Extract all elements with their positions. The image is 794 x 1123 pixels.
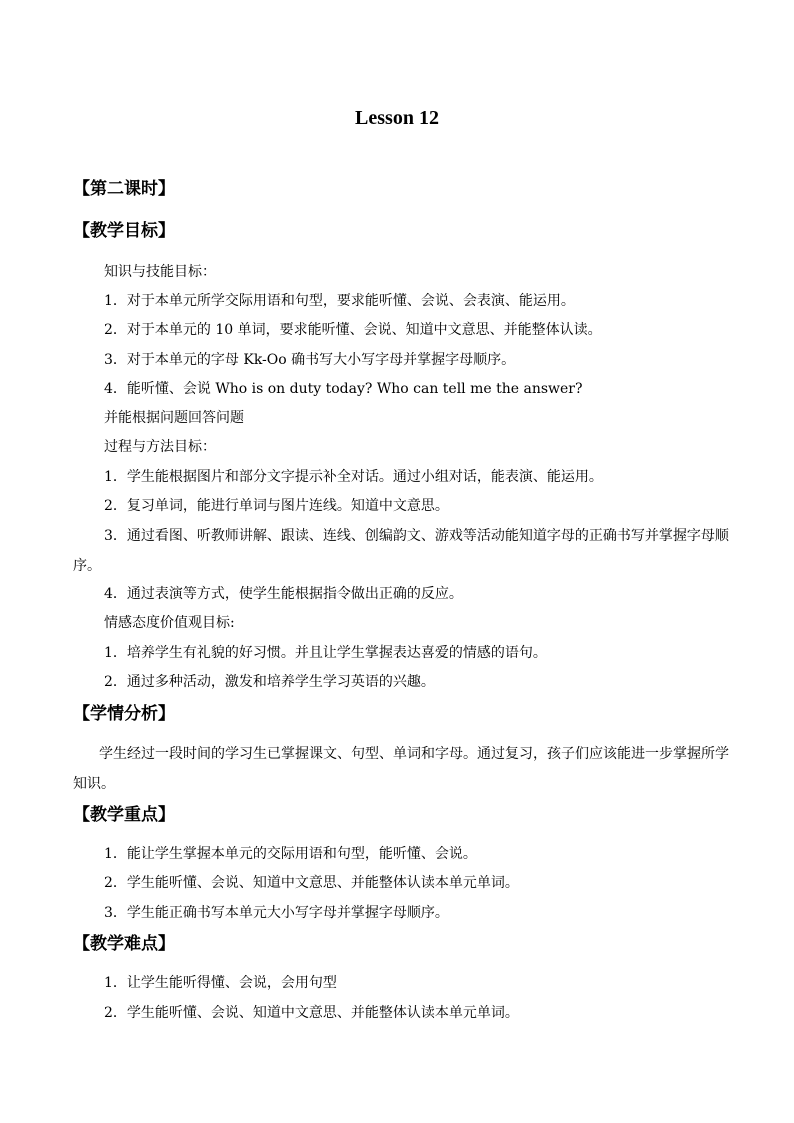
knowledge-goal-item: 4．能听懂、会说 Who is on duty today? Who can tell me the answer?: [104, 381, 583, 397]
difficulty-point-item: 1．让学生能听得懂、会说，会用句型: [104, 975, 337, 991]
learner-analysis-heading: 【学情分析】: [73, 704, 175, 724]
knowledge-goal-item: 3．对于本单元的字母 Kk-Oo 确书写大小写字母并掌握字母顺序。: [104, 352, 516, 368]
key-point-item: 3．学生能正确书写本单元大小写字母并掌握字母顺序。: [104, 905, 449, 921]
period-heading: 【第二课时】: [73, 179, 175, 199]
process-goal-item: 4．通过表演等方式，使学生能根据指令做出正确的反应。: [104, 586, 463, 602]
knowledge-goal-item: 1．对于本单元所学交际用语和句型，要求能听懂、会说、会表演、能运用。: [104, 293, 575, 309]
difficulty-heading: 【教学难点】: [73, 934, 175, 954]
emotion-goal-item: 2．通过多种活动，激发和培养学生学习英语的兴趣。: [104, 674, 435, 690]
difficulty-point-item: 2．学生能听懂、会说、知道中文意思、并能整体认读本单元单词。: [104, 1005, 519, 1021]
knowledge-goal-continuation: 并能根据问题回答问题: [104, 410, 244, 426]
learner-analysis-text: 学生经过一段时间的学习生已掌握课文、句型、单词和字母。通过复习，孩子们应该能进一步掌握所学知识。: [73, 746, 729, 792]
process-method-label: 过程与方法目标：: [104, 439, 216, 455]
key-point-item: 2．学生能听懂、会说、知道中文意思、并能整体认读本单元单词。: [104, 875, 519, 891]
emotion-goal-item: 1．培养学生有礼貌的好习惯。并且让学生掌握表达喜爱的情感的语句。: [104, 645, 547, 661]
key-point-item: 1．能让学生掌握本单元的交际用语和句型，能听懂、会说。: [104, 846, 477, 862]
process-goal-item: 1．学生能根据图片和部分文字提示补全对话。通过小组对话，能表演、能运用。: [104, 469, 603, 485]
key-points-heading: 【教学重点】: [73, 805, 175, 825]
process-goal-item: 3．通过看图、听教师讲解、跟读、连线、创编韵文、游戏等活动能知道字母的正确书写并掌握字母顺序。: [73, 528, 729, 574]
teaching-goals-heading: 【教学目标】: [73, 221, 175, 241]
emotion-attitude-label: 情感态度价值观目标:: [104, 615, 235, 631]
knowledge-goal-item: 2．对于本单元的 10 单词，要求能听懂、会说、知道中文意思、并能整体认读。: [104, 322, 602, 338]
knowledge-skill-label: 知识与技能目标：: [104, 264, 216, 280]
lesson-title: Lesson 12: [355, 107, 439, 129]
process-goal-item: 2．复习单词，能进行单词与图片连线。知道中文意思。: [104, 498, 449, 514]
